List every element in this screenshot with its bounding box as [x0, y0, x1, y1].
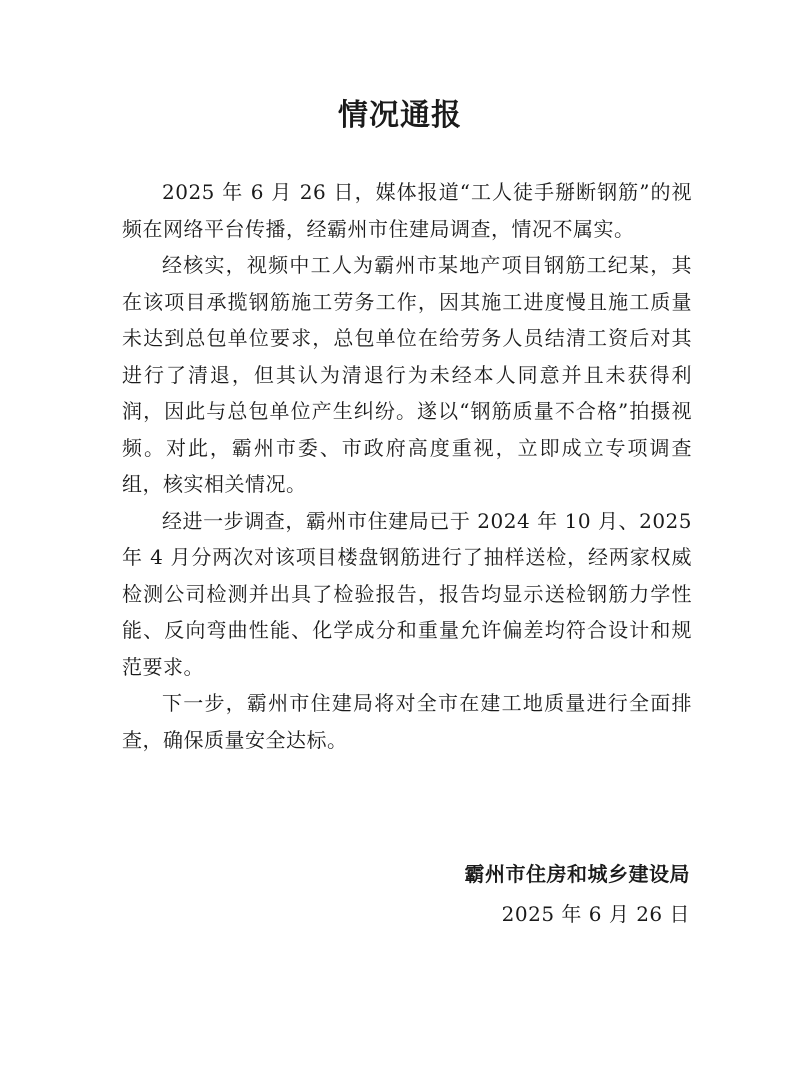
document-title: 情况通报	[338, 98, 462, 133]
issue-date: 2025 年 6 月 26 日	[501, 902, 690, 926]
document-body	[122, 174, 692, 758]
signature-block	[465, 854, 691, 934]
paragraph-1: 2025 年 6 月 26 日，媒体报道“工人徒手掰断钢筋”的视频在网络平台传播，经霸州市住建局调查，情况不属实。	[122, 180, 692, 241]
issuing-organization: 霸州市住房和城乡建设局	[464, 862, 690, 886]
paragraph-3: 经进一步调查，霸州市住建局已于 2024 年 10 月、2025 年 4 月分两次对该项目楼盘钢筋进行了抽样送检，经两家权威检测公司检测并出具了检验报告，报告均显示送检钢筋力学性能、反向弯曲性能、化学成分和重量允许偏差均符合设计和规范要求。	[122, 508, 692, 679]
paragraph-2: 经核实，视频中工人为霸州市某地产项目钢筋工纪某，其在该项目承揽钢筋施工劳务工作，因其施工进度慢且施工质量未达到总包单位要求，总包单位在给劳务人员结清工资后对其进行了清退，但其认为清退行为未经本人同意并且未获得利润，因此与总包单位产生纠纷。遂以“钢筋质量不合格”拍摄视频。对此，霸州市委、市政府高度重视，立即成立专项调查组，核实相关情况。	[122, 253, 692, 496]
paragraph-4: 下一步，霸州市住建局将对全市在建工地质量进行全面排查，确保质量安全达标。	[122, 691, 692, 752]
